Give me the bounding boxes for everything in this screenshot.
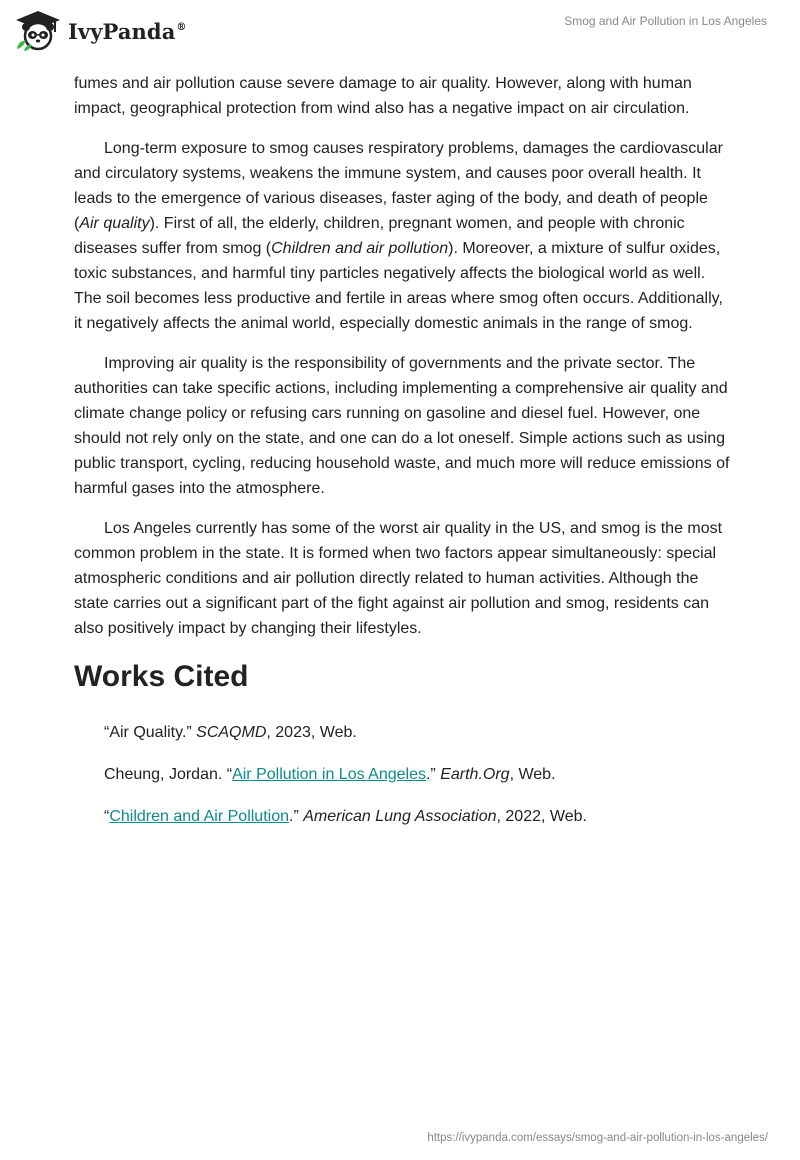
citation-air-quality: Air quality (79, 215, 150, 232)
link-air-pollution-los-angeles[interactable]: Air Pollution in Los Angeles (232, 766, 426, 783)
document-title: Smog and Air Pollution in Los Angeles (564, 14, 767, 28)
footer-url[interactable]: https://ivypanda.com/essays/smog-and-air-pollution-in-los-angeles/ (427, 1132, 768, 1144)
citation-children-air-pollution: Children and air pollution (271, 240, 449, 257)
essay-content (74, 71, 734, 846)
paragraph-3: Improving air quality is the responsibility of governments and the private sector. The authorities can take specific actions, including implementing a comprehensive air quality and climate change policy or refusing cars running on gasoline and diesel fuel. However, one should not rely only on the state, and one can do a lot oneself. Simple actions such as using public transport, cycling, reducing household waste, and much more will reduce emissions of harmful gases into the atmosphere. (74, 355, 730, 497)
paragraph-2: Long-term exposure to smog causes respiratory problems, damages the cardiovascular and circulatory systems, weakens the immune system, and causes poor overall health. It leads to the emergence of various diseases, faster aging of the body, and death of people (Air quality). First of all, the elderly, children, pregnant women, and people with chronic diseases suffer from smog (Children and air pollution). Moreover, a mixture of sulfur oxides, toxic substances, and harmful tiny particles negatively affects the biological world as well. The soil becomes less productive and fertile in areas where smog often occurs. Additionally, it negatively affects the animal world, especially domestic animals in the range of smog. (74, 140, 723, 332)
link-children-air-pollution[interactable]: Children and Air Pollution (109, 808, 289, 825)
works-cited-heading: Works Cited (74, 660, 249, 693)
paragraph-4: Los Angeles currently has some of the worst air quality in the US, and smog is the most common problem in the state. It is formed when two factors appear simultaneously: special atmospheric conditions and air pollution directly related to human activities. Although the state carries out a significant part of the fight against air pollution and smog, residents can also positively impact by changing their lifestyles. (74, 520, 723, 637)
paragraph-1: fumes and air pollution cause severe damage to air quality. However, along with human impact, geographical protection from wind also has a negative impact on air circulation. (74, 75, 692, 117)
citation-entry-3: “Children and Air Pollution.” American Lung Association, 2022, Web. (104, 808, 587, 825)
panda-graduation-cap-icon (14, 9, 62, 53)
page-header (0, 0, 800, 60)
citation-entry-1: “Air Quality.” SCAQMD, 2023, Web. (104, 724, 357, 741)
citation-entry-2: Cheung, Jordan. “Air Pollution in Los Angeles.” Earth.Org, Web. (104, 766, 556, 783)
logo-text: IvyPanda® (68, 18, 187, 44)
ivypanda-logo[interactable] (14, 8, 187, 54)
